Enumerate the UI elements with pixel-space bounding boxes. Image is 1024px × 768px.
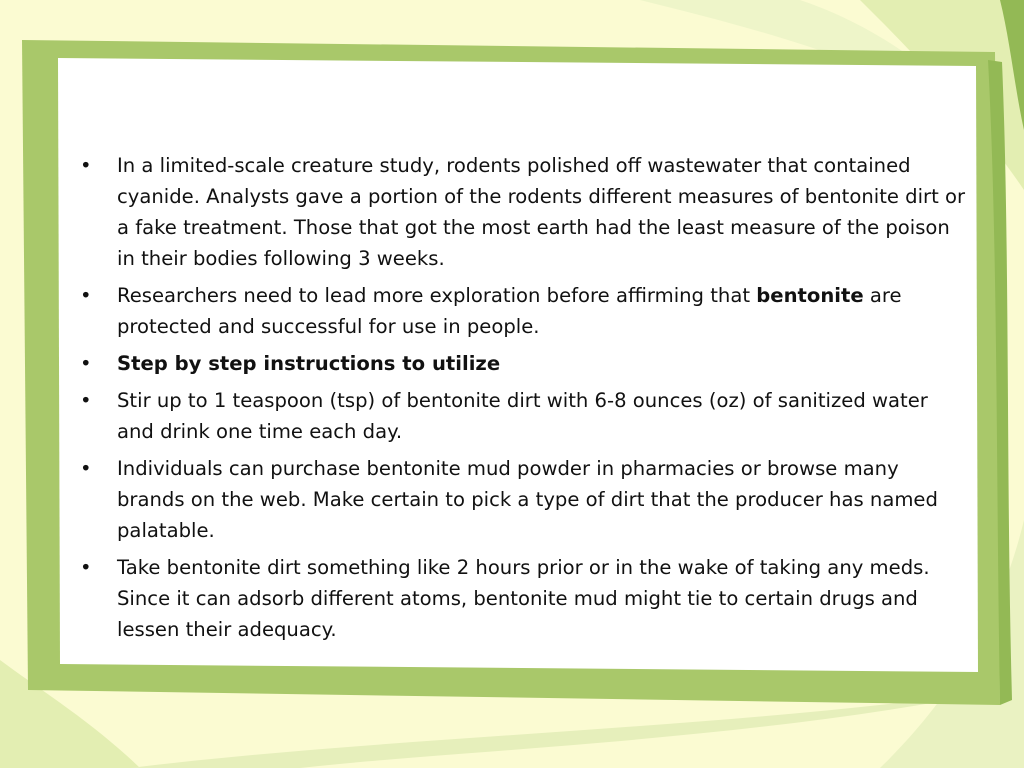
bullet-item (70, 348, 970, 379)
bullet-text: In a limited-scale creature study, rodents polished off wastewater that contained cyanide. Analysts gave a portion of the rodents different measures of bentonite dirt or a fake treatment. Those that got the most earth had the least measure of the poison in their bodies following 3 weeks. (117, 154, 966, 270)
bullet-heading: Step by step instructions to utilize (117, 352, 501, 375)
bullet-item (70, 280, 970, 342)
bullet-dot: • (80, 352, 92, 375)
bullet-dot: • (80, 457, 92, 480)
bullet-list (70, 150, 970, 645)
bullet-item (70, 385, 970, 447)
bullet-text: Stir up to 1 teaspoon (tsp) of bentonite dirt with 6-8 ounces (oz) of sanitized water and drink one time each day. (117, 389, 928, 443)
bullet-dot: • (80, 556, 92, 579)
bullet-text: Individuals can purchase bentonite mud powder in pharmacies or browse many brands on the web. Make certain to pick a type of dirt that the producer has named palatable. (117, 457, 938, 542)
bullet-text: Take bentonite dirt something like 2 hours prior or in the wake of taking any meds. Since it can adsorb different atoms, bentonite mud might tie to certain drugs and lessen their adequacy. (117, 556, 930, 641)
bullet-dot: • (80, 389, 92, 412)
bullet-text: Researchers need to lead more exploration before affirming that (117, 284, 757, 307)
bullet-bold-term: bentonite (756, 284, 864, 307)
bullet-text: are protected and successful for use in people. (117, 284, 902, 338)
bullet-item (70, 453, 970, 546)
bullet-dot: • (80, 154, 92, 177)
bullet-item (70, 150, 970, 274)
bullet-dot: • (80, 284, 92, 307)
bullet-item (70, 552, 970, 645)
